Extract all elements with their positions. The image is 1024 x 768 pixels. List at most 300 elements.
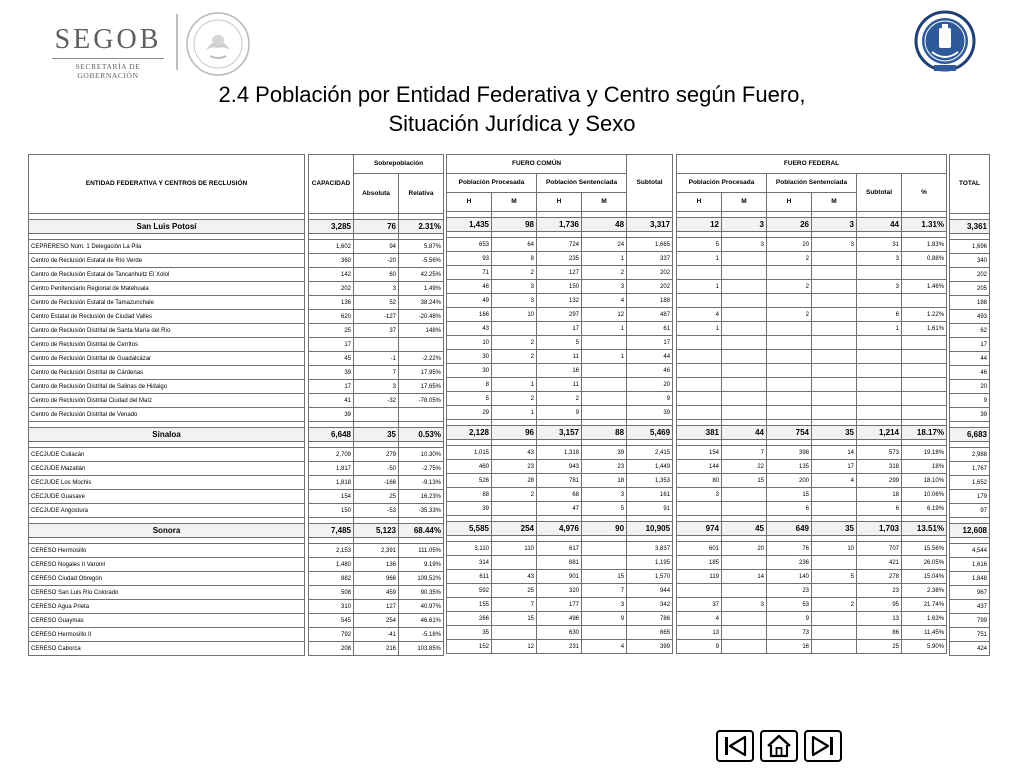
center-row-value: 1,848 <box>950 572 990 586</box>
center-row <box>29 352 305 366</box>
state-summary-row-value: 48 <box>582 218 627 232</box>
center-row-value: 30 <box>447 350 492 364</box>
center-row-value: 1.61% <box>902 322 947 336</box>
center-row-value: 177 <box>537 598 582 612</box>
center-row <box>29 296 305 310</box>
home-icon <box>762 732 796 760</box>
center-row-value <box>722 612 767 626</box>
center-row-value: 1,602 <box>309 240 354 254</box>
center-row-value: 39 <box>447 502 492 516</box>
center-row-value <box>722 392 767 406</box>
center-row-value: 3 <box>812 238 857 252</box>
center-row <box>29 380 305 394</box>
center-row-value <box>812 294 857 308</box>
center-row <box>677 280 947 294</box>
center-row-value: 86 <box>857 626 902 640</box>
center-row-value: 3 <box>354 380 399 394</box>
center-row-value: -5.18% <box>399 628 444 642</box>
center-row-name: CECJUDE Guasave <box>29 490 305 504</box>
center-row-value: 94 <box>354 240 399 254</box>
center-row-value: 103.85% <box>399 642 444 656</box>
center-row-value <box>492 626 537 640</box>
center-row <box>950 310 990 324</box>
center-row-value <box>812 488 857 502</box>
center-row-value: 25 <box>354 490 399 504</box>
center-row-value: 37 <box>354 324 399 338</box>
center-row-value <box>902 336 947 350</box>
center-row-value: 279 <box>354 448 399 462</box>
state-summary-row <box>447 522 673 536</box>
center-row-value: 18% <box>902 460 947 474</box>
state-summary-row-value: 35 <box>812 522 857 536</box>
center-row-value: 17 <box>537 322 582 336</box>
center-row-value: 127 <box>354 600 399 614</box>
center-row-value: 751 <box>950 628 990 642</box>
center-row <box>447 406 673 420</box>
ff-pct-header: % <box>902 174 947 212</box>
center-row-value: 1 <box>677 322 722 336</box>
center-row-value: 1 <box>582 252 627 266</box>
center-row-value: 2 <box>767 252 812 266</box>
center-row <box>677 350 947 364</box>
center-row-value: 39 <box>309 366 354 380</box>
center-row-value: -127 <box>354 310 399 324</box>
center-row <box>447 280 673 294</box>
center-row <box>950 614 990 628</box>
center-row-name: CERESO Agua Prieta <box>29 600 305 614</box>
center-row-value <box>354 408 399 422</box>
center-row-value: 15.56% <box>902 542 947 556</box>
center-row-value <box>767 294 812 308</box>
center-row-value: 2 <box>767 280 812 294</box>
center-row-value <box>677 350 722 364</box>
state-summary-row-value: 96 <box>492 426 537 440</box>
center-row-value <box>857 294 902 308</box>
center-row-value: 23 <box>857 584 902 598</box>
center-row <box>29 628 305 642</box>
center-row-value <box>857 336 902 350</box>
center-row-value <box>722 584 767 598</box>
center-row-value: 188 <box>950 296 990 310</box>
center-row-value <box>902 406 947 420</box>
center-row-value: 437 <box>950 600 990 614</box>
center-row-value: -78.05% <box>399 394 444 408</box>
center-row-value <box>857 350 902 364</box>
state-summary-row <box>447 218 673 232</box>
center-row-value: 90.35% <box>399 586 444 600</box>
center-row <box>950 544 990 558</box>
center-row-value: 29 <box>447 406 492 420</box>
center-row-value: 3 <box>354 282 399 296</box>
center-row-value: 43 <box>492 570 537 584</box>
center-row-value: 1 <box>582 350 627 364</box>
state-summary-row-value: 5,585 <box>447 522 492 536</box>
center-row-value: 37 <box>677 598 722 612</box>
center-row-value: 3 <box>582 598 627 612</box>
center-row-value <box>354 338 399 352</box>
center-row-value: 8 <box>492 252 537 266</box>
center-row-value: 3 <box>677 488 722 502</box>
center-row-value: 4 <box>677 612 722 626</box>
center-row <box>447 502 673 516</box>
center-row-value: 16.23% <box>399 490 444 504</box>
state-summary-row-value: 1,214 <box>857 426 902 440</box>
center-row <box>677 392 947 406</box>
center-row-value: 76 <box>767 542 812 556</box>
center-row-value: 3 <box>857 252 902 266</box>
ff-proc-h-header: H <box>677 193 722 212</box>
center-row-value: 943 <box>537 460 582 474</box>
center-row-value <box>902 350 947 364</box>
page-title <box>0 80 1024 138</box>
center-row <box>950 628 990 642</box>
center-row-value <box>677 392 722 406</box>
center-row-value: 707 <box>857 542 902 556</box>
center-row <box>29 448 305 462</box>
fuero-federal-header: FUERO FEDERAL <box>677 155 947 174</box>
center-row-value: 2.38% <box>902 584 947 598</box>
center-row-value: 2 <box>492 336 537 350</box>
center-row <box>309 572 444 586</box>
center-row-value <box>722 280 767 294</box>
center-row-value: 1,195 <box>627 556 673 570</box>
center-row-value: 620 <box>309 310 354 324</box>
state-summary-row-value: 1,435 <box>447 218 492 232</box>
center-row-value: 73 <box>767 626 812 640</box>
center-row-value: 15 <box>582 570 627 584</box>
center-row-value: 1 <box>492 406 537 420</box>
center-row-value: 3,837 <box>627 542 673 556</box>
center-row-value: 9 <box>677 640 722 654</box>
center-row-value: 88 <box>447 488 492 502</box>
state-summary-row-value: 90 <box>582 522 627 536</box>
state-summary-row-value: 35 <box>812 426 857 440</box>
center-row <box>677 322 947 336</box>
center-row <box>950 558 990 572</box>
center-row-value: 9 <box>537 406 582 420</box>
center-row <box>950 408 990 422</box>
center-row-value: 17.95% <box>399 366 444 380</box>
center-row <box>309 296 444 310</box>
center-row-value: 22 <box>722 460 767 474</box>
center-row-value: 111.05% <box>399 544 444 558</box>
center-row <box>29 462 305 476</box>
center-row-value: 13 <box>677 626 722 640</box>
center-row-value: -166 <box>354 476 399 490</box>
center-row <box>29 490 305 504</box>
center-row-value: 3 <box>722 238 767 252</box>
center-row-name: Centro de Reclusión Estatal de Río Verde <box>29 254 305 268</box>
fc-sentenciada-header: Población Sentenciada <box>537 174 627 193</box>
state-summary-row-value: 35 <box>354 428 399 442</box>
center-row-value: 150 <box>309 504 354 518</box>
center-row-value: 17.65% <box>399 380 444 394</box>
center-row-value: 4 <box>677 308 722 322</box>
center-row <box>677 406 947 420</box>
center-row <box>950 462 990 476</box>
state-summary-row <box>950 220 990 234</box>
center-row-value: 14 <box>812 446 857 460</box>
state-summary-row-name: San Luis Potosí <box>29 220 305 234</box>
center-row-value <box>812 556 857 570</box>
center-row <box>309 448 444 462</box>
center-row-value <box>857 266 902 280</box>
center-row-value: 4 <box>812 474 857 488</box>
center-row-value: 3,110 <box>447 542 492 556</box>
center-row-value: 310 <box>309 600 354 614</box>
center-row-value: 18.10% <box>902 474 947 488</box>
center-row-value: 15 <box>767 488 812 502</box>
last-slide-button[interactable] <box>804 730 842 762</box>
center-row <box>309 352 444 366</box>
center-row-value: 266 <box>447 612 492 626</box>
center-row-value <box>582 378 627 392</box>
state-summary-row-value: 3,317 <box>627 218 673 232</box>
center-row-value <box>812 640 857 654</box>
center-row-value: 493 <box>950 310 990 324</box>
center-row-value: 299 <box>857 474 902 488</box>
center-row-value: 43 <box>492 446 537 460</box>
center-row-value: 202 <box>309 282 354 296</box>
center-row <box>447 392 673 406</box>
center-row-value: 424 <box>950 642 990 656</box>
center-row-value: 132 <box>537 294 582 308</box>
center-row-value: 35 <box>447 626 492 640</box>
center-row-value: 109.52% <box>399 572 444 586</box>
center-row-value: 28 <box>492 474 537 488</box>
center-row-value: 2,988 <box>950 448 990 462</box>
center-row <box>950 394 990 408</box>
center-row <box>677 584 947 598</box>
center-row-value: 52 <box>354 296 399 310</box>
center-row-value: 1,480 <box>309 558 354 572</box>
sobrepoblacion-header: Sobrepoblación <box>354 155 444 174</box>
center-row-value: 653 <box>447 238 492 252</box>
center-row-name: CEPRERESO Núm. 1 Delegación La Pila <box>29 240 305 254</box>
fuero-comun-table <box>446 154 673 654</box>
center-row <box>677 626 947 640</box>
center-row-value: 6 <box>857 308 902 322</box>
fc-sent-h-header: H <box>537 193 582 212</box>
center-row-value <box>857 406 902 420</box>
center-row <box>950 296 990 310</box>
center-row-value: 318 <box>857 460 902 474</box>
center-row-value: 5 <box>537 336 582 350</box>
center-row-value: 20 <box>950 380 990 394</box>
center-row-value: 1.83% <box>902 238 947 252</box>
center-row-value <box>582 336 627 350</box>
center-row-value: 5 <box>812 570 857 584</box>
center-row-value: -5.56% <box>399 254 444 268</box>
center-row-value: 23 <box>767 584 812 598</box>
center-row-value: -20.48% <box>399 310 444 324</box>
center-row <box>950 366 990 380</box>
center-row <box>950 338 990 352</box>
center-row-value: 545 <box>309 614 354 628</box>
center-row-value: 337 <box>627 252 673 266</box>
center-row-value <box>857 378 902 392</box>
center-row <box>950 642 990 656</box>
state-summary-row-value: 3 <box>722 218 767 232</box>
center-row-value: 202 <box>627 280 673 294</box>
center-row <box>447 460 673 474</box>
center-row-value: 1.63% <box>902 612 947 626</box>
center-row-value: 3 <box>492 294 537 308</box>
center-row-value: 4,544 <box>950 544 990 558</box>
center-row-value <box>582 542 627 556</box>
center-row <box>950 600 990 614</box>
center-row-value: 31 <box>857 238 902 252</box>
center-row-value <box>812 308 857 322</box>
state-summary-row-value: 6,648 <box>309 428 354 442</box>
state-summary-row-value: 10,905 <box>627 522 673 536</box>
center-row-value: 1 <box>857 322 902 336</box>
center-row-value: 44 <box>950 352 990 366</box>
center-row-value: 3 <box>722 598 767 612</box>
state-summary-row-value: 12,608 <box>950 524 990 538</box>
center-row <box>309 394 444 408</box>
center-row-value: 47 <box>537 502 582 516</box>
center-row <box>309 628 444 642</box>
center-row <box>29 394 305 408</box>
center-row <box>447 364 673 378</box>
center-row-value: 39 <box>309 408 354 422</box>
center-row-value <box>722 556 767 570</box>
center-row-value <box>812 378 857 392</box>
center-row-value: 64 <box>492 238 537 252</box>
center-row-value <box>492 364 537 378</box>
center-row-value: 3 <box>582 280 627 294</box>
center-row <box>950 476 990 490</box>
center-row-value: 202 <box>950 268 990 282</box>
center-row <box>29 572 305 586</box>
center-row-value: 140 <box>767 570 812 584</box>
center-row-value: 155 <box>447 598 492 612</box>
center-row-value <box>492 502 537 516</box>
center-row-value: 23 <box>582 460 627 474</box>
fc-procesada-header: Población Procesada <box>447 174 537 193</box>
center-row-value: 1,767 <box>950 462 990 476</box>
center-row-value: 10.06% <box>902 488 947 502</box>
center-row-value: 142 <box>309 268 354 282</box>
state-summary-row-value: 7,485 <box>309 524 354 538</box>
center-row-value: 0.88% <box>902 252 947 266</box>
center-row-value: 16 <box>537 364 582 378</box>
center-row-value: 205 <box>950 282 990 296</box>
center-row <box>677 474 947 488</box>
state-summary-row <box>677 426 947 440</box>
state-summary-row-value: 18.17% <box>902 426 947 440</box>
state-summary-row-value: 1,703 <box>857 522 902 536</box>
center-row <box>950 240 990 254</box>
center-row <box>309 544 444 558</box>
center-row-value: 360 <box>309 254 354 268</box>
center-row-value: 46.61% <box>399 614 444 628</box>
center-row-value: 7 <box>582 584 627 598</box>
center-row-name: Centro de Reclusión Estatal de Tamazunchale <box>29 296 305 310</box>
fuero-comun-header: FUERO COMÚN <box>447 155 627 174</box>
center-row-name: CECJUDE Mazatlán <box>29 462 305 476</box>
center-row-value <box>722 308 767 322</box>
state-summary-row-value: 3 <box>812 218 857 232</box>
center-row-value: 592 <box>447 584 492 598</box>
first-slide-button[interactable] <box>716 730 754 762</box>
center-row <box>309 600 444 614</box>
center-row-value <box>902 392 947 406</box>
center-row-value: 25 <box>309 324 354 338</box>
center-row-value <box>812 406 857 420</box>
center-row-value <box>767 392 812 406</box>
center-row-value <box>767 322 812 336</box>
center-row-value <box>399 408 444 422</box>
center-row-value <box>722 378 767 392</box>
center-row <box>677 364 947 378</box>
center-row-value <box>722 502 767 516</box>
center-row-value: 1.49% <box>399 282 444 296</box>
center-row <box>950 504 990 518</box>
center-row-name: CECJUDE Los Mochis <box>29 476 305 490</box>
center-row-value: 399 <box>627 640 673 654</box>
center-row <box>677 252 947 266</box>
center-row-value <box>677 336 722 350</box>
center-row <box>677 542 947 556</box>
center-row-value: 2 <box>767 308 812 322</box>
center-row-value: 2,153 <box>309 544 354 558</box>
center-row-value: 460 <box>447 460 492 474</box>
page-title-line-2: Situación Jurídica y Sexo <box>388 111 636 136</box>
center-row-value: 254 <box>354 614 399 628</box>
center-row <box>677 294 947 308</box>
center-row-value: 526 <box>447 474 492 488</box>
center-row-value <box>582 364 627 378</box>
center-row-value <box>902 378 947 392</box>
center-row-value <box>677 502 722 516</box>
center-row-value: 1,696 <box>950 240 990 254</box>
center-row-value: -9.13% <box>399 476 444 490</box>
ff-sent-m-header: M <box>812 193 857 212</box>
state-summary-row-value: 649 <box>767 522 812 536</box>
home-button[interactable] <box>760 730 798 762</box>
center-row-value: 135 <box>767 460 812 474</box>
center-row-value: 3 <box>857 280 902 294</box>
center-row <box>309 338 444 352</box>
center-row-value: 71 <box>447 266 492 280</box>
center-row <box>950 282 990 296</box>
center-row-value <box>812 266 857 280</box>
center-row-value: 1 <box>492 378 537 392</box>
state-summary-row-value: 974 <box>677 522 722 536</box>
center-row-value: 6.19% <box>902 502 947 516</box>
state-summary-row-value: 1.31% <box>902 218 947 232</box>
state-summary-row <box>309 428 444 442</box>
center-row-value: 901 <box>537 570 582 584</box>
population-table <box>28 154 990 716</box>
center-row <box>447 294 673 308</box>
ff-subtotal-header: Subtotal <box>857 174 902 212</box>
relativa-header: Relativa <box>399 174 444 214</box>
center-row-name: Centro de Reclusión Distrital de Cárdenas <box>29 366 305 380</box>
center-row-value <box>677 584 722 598</box>
center-row-value: -35.33% <box>399 504 444 518</box>
state-summary-row-value: 98 <box>492 218 537 232</box>
center-row <box>677 336 947 350</box>
center-row-value: 23 <box>492 460 537 474</box>
center-row <box>447 612 673 626</box>
center-row-value <box>722 322 767 336</box>
segob-logo <box>48 18 168 80</box>
center-row-name: Centro Penitenciario Regional de Matehuala <box>29 282 305 296</box>
skip-back-icon <box>718 732 752 760</box>
